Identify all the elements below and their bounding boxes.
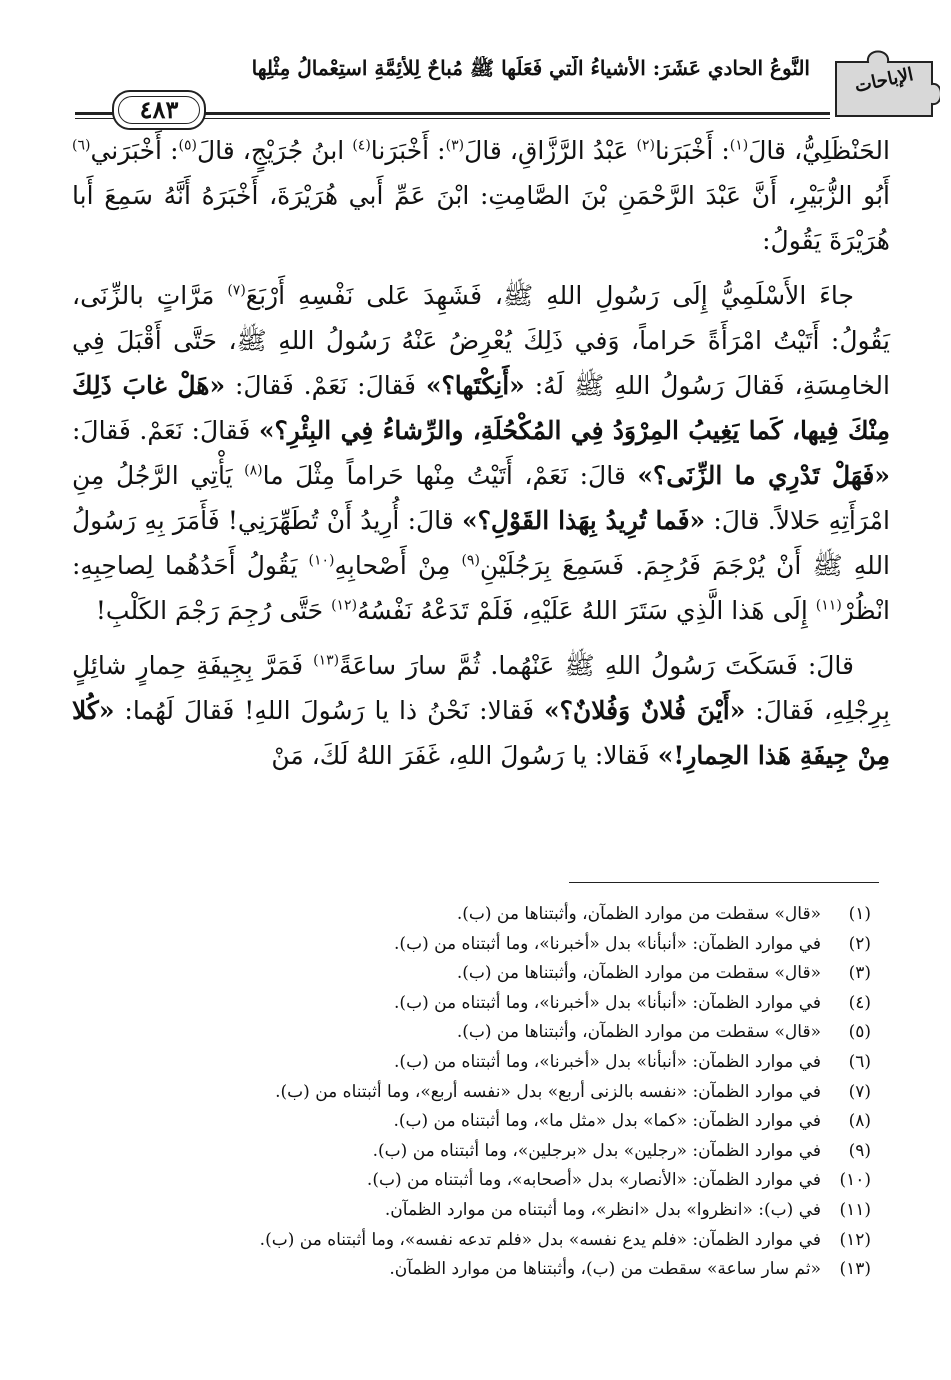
footnote-item: (٣)«قال» سقطت من موارد الظمآن، وأثبتناها من (ب). [456, 963, 871, 984]
footnote-item: (١٠)في موارد الظمآن: «الأنصار» بدل «أصحابه»، وما أثبتناه من (ب). [366, 1170, 871, 1191]
footnote-item: (٥)«قال» سقطت من موارد الظمآن، وأثبتناها من (ب). [456, 1022, 871, 1043]
footnote-item: (١٣)«ثم سار ساعة» سقطت من (ب)، وأثبتناها من موارد الظمآن. [389, 1259, 871, 1280]
footnote-item: (٤)في موارد الظمآن: «أنبأنا» بدل «أخبرنا»، وما أثبتناه من (ب). [394, 992, 871, 1013]
footnote-item: (١)«قال» سقطت من موارد الظمآن، وأثبتناها من (ب). [456, 904, 871, 924]
footnote-separator [569, 882, 879, 883]
prophetic-quote: «فَما تُرِيدُ بِهَذا القَوْلِ؟» [461, 506, 706, 535]
prophetic-quote: «أَيْنَ فُلانٌ وَفُلانٌ؟» [543, 696, 746, 725]
paragraph-hadith: جاءَ الأَسْلَمِيُّ إِلَى رَسُولِ اللهِ ﷺ، فَشَهِدَ عَلى نَفْسِهِ أَرْبَعَ$^{(٧)}$ مَرَّاتٍ بالزِّنَى، يَقُولُ: أَتَيْتُ امْرَأَةً حَراماً، وَفي ذَلِكَ يُعْرِضُ عَنْهُ رَسُولُ اللهِ ﷺ، حَتَّى أَقْبَلَ فِي الخامِسَةِ، فَقالَ رَسُولُ اللهِ ﷺ لَهُ: «أَنِكْتَها؟» فَقالَ: نَعَمْ. فَقالَ: «هَلْ غابَ ذَلِكَ مِنْكَ فِيها، كَما يَغِيبُ المِرْوَدُ فِي المُكْحُلَةِ، والرِّشاءُ فِي البِئْرِ؟» فَقالَ: نَعَمْ. فَقالَ: «فَهَلْ تَدْرِي ما الزِّنَى؟» قالَ: نَعَمْ، أَتَيْتُ مِنْها حَراماً مِثْلَ ما$^{(٨)}$ يَأْتِي الرَّجُلُ مِنِ امْرَأَتِهِ حَلالاً. قالَ: «فَما تُرِيدُ بِهَذا القَوْلِ؟» قالَ: أُرِيدُ أَنْ تُطَهِّرَنِي! فَأَمَرَ بِهِ رَسُولُ اللهِ ﷺ أَنْ يُرْجَمَ فَرُجِمَ. فَسَمِعَ بِرَجُلَيْنِ$^{(٩)}$ مِنْ أَصْحابِهِ$^{(١٠)}$ يَقُولُ أَحَدُهُما لِصاحِبِهِ: انْظُرْ$^{(١١)}$ إِلَى هَذا الَّذِي سَتَرَ اللهُ عَلَيْهِ، فَلَمْ تَدَعْهُ نَفْسُهُ$^{(١٢)}$ حَتَّى رُجِمَ رَجْمَ الكَلْبِ! [72, 281, 891, 625]
running-title: النَّوعُ الحادي عَشَرَ: الأشياءُ الَّتي فَعَلَها ﷺ مُباحٌ لِلأئِمَّةِ استِعْمالُ مِثْلِها [251, 56, 810, 80]
paragraph-isnad: الحَنْظَلِيُّ، قالَ$^{(١)}$: أَخْبَرَنا$^{(٢)}$ عَبْدُ الرَّزَّاقِ، قالَ$^{(٣)}$: أَخْبَرَنا$^{(٤)}$ ابنُ جُرَيْجٍ، قالَ$^{(٥)}$: أَخْبَرَني$^{(٦)}$ أَبُو الزُّبَيْرِ، أَنَّ عَبْدَ الرَّحْمَنِ بْنَ الصَّامِتِ: ابْنَ عَمِّ أَبي هُرَيْرَةَ، أَخْبَرَهُ أَنَّهُ سَمِعَ أَبا هُرَيْرَةَ يَقُولُ: [72, 136, 890, 255]
paragraph-continuation: قالَ: فَسَكَتَ رَسُولُ اللهِ ﷺ عَنْهُما. ثُمَّ سارَ ساعَةً$^{(١٣)}$ فَمَرَّ بِجِيفَةِ حِمارٍ شائِلٍ بِرِجْلِهِ، فَقالَ: «أَيْنَ فُلانٌ وَفُلانٌ؟» فَقالا: نَحْنُ ذا يا رَسُولَ اللهِ! فَقالَ لَهُما: «كُلا مِنْ جِيفَةِ هَذا الحِمارِ!» فَقالا: يا رَسُولَ اللهِ، غَفَرَ اللهُ لَكَ، مَنْ [72, 651, 890, 770]
footnote-item: (١١)في (ب): «انظروا» بدل «انظر»، وما أثبتناه من موارد الظمآن. [384, 1199, 871, 1220]
prophetic-quote: «هَلْ غابَ ذَلِكَ مِنْكَ فِيها، كَما يَغِيبُ المِرْوَدُ فِي المُكْحُلَةِ، والرِّشاءُ فِي البِئْرِ؟» [72, 371, 890, 445]
page-number: ٤٨٣ [112, 90, 206, 130]
chapter-label: الإباحات [852, 64, 916, 97]
footnote-item: (٦)في موارد الظمآن: «أنبأنا» بدل «أخبرنا»، وما أثبتناه من (ب). [394, 1051, 871, 1072]
footnote-item: (٨)في موارد الظمآن: «كما» بدل «مثل ما»، وما أثبتناه من (ب). [393, 1111, 871, 1132]
footnote-ref[interactable]: (٦) [72, 137, 91, 154]
footnote-ref[interactable]: (٩) [461, 552, 480, 569]
footnote-ref[interactable]: (١٠) [308, 552, 335, 569]
footnote-ref[interactable]: (١١) [815, 597, 842, 614]
page-header [70, 40, 940, 124]
footnote-ref[interactable]: (٨) [244, 462, 263, 479]
footnote-item: (٩)في موارد الظمآن: «رجلين» بدل «برجلين»، وما أثبتناه من (ب). [372, 1140, 871, 1161]
footnote-ref[interactable]: (٥) [178, 137, 197, 154]
footnote-ref[interactable]: (١٢) [331, 597, 358, 614]
prophetic-quote: «كُلا مِنْ جِيفَةِ هَذا الحِمارِ!» [72, 696, 890, 770]
chapter-tab [828, 44, 940, 118]
footnote-item: (٧)في موارد الظمآن: «نفسه بالزنى أربع» بدل «نفسه أربع»، وما أثبتناه من (ب). [275, 1081, 871, 1102]
main-text [72, 128, 890, 778]
footnote-ref[interactable]: (٧) [227, 282, 246, 299]
footnote-ref[interactable]: (١٣) [313, 652, 340, 669]
footnote-ref[interactable]: (٤) [352, 137, 371, 154]
footnote-item: (١٢)في موارد الظمآن: «فلم يدع نفسه» بدل «فلم تدعه نفسه»، وما أثبتناه من (ب). [259, 1229, 871, 1250]
footnote-ref[interactable]: (٢) [636, 137, 655, 154]
footnote-ref[interactable]: (١) [729, 137, 749, 154]
footnote-ref[interactable]: (٣) [445, 137, 465, 154]
prophetic-quote: «فَهَلْ تَدْرِي ما الزِّنَى؟» [637, 461, 890, 490]
footnote-item: (٢)في موارد الظمآن: «أنبأنا» بدل «أخبرنا»، وما أثبتناه من (ب). [394, 933, 871, 954]
footnotes [81, 900, 871, 1285]
prophetic-quote: «أَنِكْتَها؟» [425, 371, 525, 400]
